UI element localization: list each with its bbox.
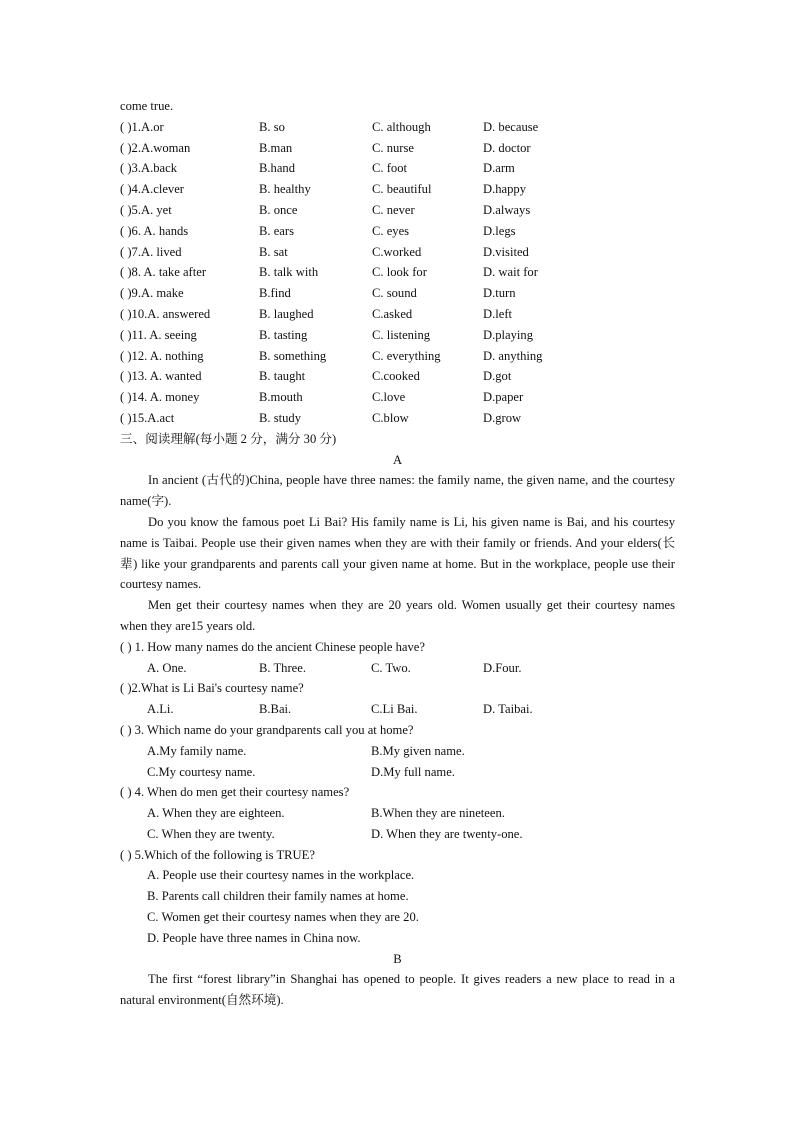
option-b: B. Parents call children their family names at home. [147, 889, 409, 904]
cloze-num: ( )12. A. nothing [120, 348, 204, 363]
question-stem: ( ) 4. When do men get their courtesy names? [120, 785, 350, 800]
question-stem: ( ) 1. How many names do the ancient Chinese people have? [120, 639, 425, 654]
cloze-num: ( )7.A. lived [120, 244, 182, 259]
question-options [120, 658, 675, 679]
passage-b-label: B [393, 951, 402, 966]
option-a: A. One. [147, 660, 187, 675]
cloze-row [120, 138, 675, 159]
question-options-row-2 [120, 762, 675, 783]
cloze-option-d: D.paper [483, 390, 524, 405]
cloze-option-b: B.find [259, 286, 291, 301]
cloze-option-b: B. once [259, 202, 298, 217]
question-options-row-1 [120, 803, 675, 824]
cloze-row [120, 325, 675, 346]
option-c: C. When they are twenty. [147, 826, 275, 841]
cloze-row [120, 200, 675, 221]
cloze-option-b: B. sat [259, 244, 288, 259]
cloze-option-c: C. foot [372, 161, 407, 176]
cloze-option-c: C. beautiful [372, 182, 432, 197]
cloze-option-b: B.hand [259, 161, 296, 176]
cloze-option-c: C.cooked [372, 369, 420, 384]
passage-a-paragraph: Do you know the famous poet Li Bai? His family name is Li, his given name is Bai, and his courtesy name is Taibai. People use their given names when they are with their family or friends. And your elders(长辈) like your grandparents and parents call your given name at home. But in the workplace, people use their courtesy names. [120, 514, 675, 592]
cloze-row [120, 283, 675, 304]
cloze-num: ( )1.A.or [120, 119, 164, 134]
passage-a [120, 450, 675, 949]
cloze-option-b: B. something [259, 348, 327, 363]
cloze-option-c: C.asked [372, 306, 413, 321]
cloze-num: ( )10.A. answered [120, 306, 211, 321]
cloze-option-d: D.always [483, 202, 531, 217]
cloze-option-d: D.arm [483, 161, 515, 176]
cloze-option-b: B. study [259, 410, 301, 425]
cloze-option-c: C.worked [372, 244, 422, 259]
question-4 [120, 782, 675, 844]
option-b: B.When they are nineteen. [371, 806, 505, 821]
cloze-option-b: B. so [259, 119, 285, 134]
cloze-option-b: B. ears [259, 223, 294, 238]
cloze-num: ( )3.A.back [120, 161, 177, 176]
cloze-row [120, 408, 675, 429]
cloze-option-c: C. everything [372, 348, 441, 363]
question-5 [120, 845, 675, 949]
cloze-num: ( )9.A. make [120, 286, 184, 301]
cloze-option-c: C. nurse [372, 140, 414, 155]
cloze-row [120, 117, 675, 138]
cloze-option-d: D.grow [483, 410, 522, 425]
cloze-row [120, 221, 675, 242]
option-c: C.My courtesy name. [147, 764, 256, 779]
cloze-row [120, 366, 675, 387]
cloze-option-c: C. sound [372, 286, 417, 301]
cloze-num: ( )11. A. seeing [120, 327, 197, 342]
question-3 [120, 720, 675, 782]
cloze-row [120, 158, 675, 179]
cloze-row [120, 179, 675, 200]
cloze-num: ( )5.A. yet [120, 202, 172, 217]
cloze-option-d: D. wait for [483, 265, 538, 280]
option-b: B. Three. [259, 660, 306, 675]
option-c: C.Li Bai. [371, 702, 418, 717]
option-b: B.My given name. [371, 743, 465, 758]
option-d: D.Four. [483, 660, 522, 675]
passage-b-paragraph: The first “forest library”in Shanghai has opened to people. It gives readers a new place to read in a natural environment(自然环境). [120, 972, 675, 1008]
cloze-row [120, 387, 675, 408]
option-c: C. Women get their courtesy names when they are 20. [147, 910, 419, 925]
cloze-num: ( )15.A.act [120, 410, 175, 425]
cloze-option-d: D.got [483, 369, 512, 384]
cloze-num: ( )2.A.woman [120, 140, 191, 155]
question-stem: ( ) 3. Which name do your grandparents call you at home? [120, 722, 414, 737]
exam-page [120, 96, 675, 1011]
cloze-option-d: D.playing [483, 327, 534, 342]
cloze-num: ( )8. A. take after [120, 265, 207, 280]
passage-a-paragraph: In ancient (古代的)China, people have three names: the family name, the given name, and the courtesy name(字). [120, 473, 675, 509]
cloze-row [120, 242, 675, 263]
passage-a-paragraph: Men get their courtesy names when they are 20 years old. Women usually get their courtesy names when they are15 years old. [120, 598, 675, 633]
cloze-option-c: C. listening [372, 327, 431, 342]
option-d: D.My full name. [371, 764, 455, 779]
cloze-num: ( )6. A. hands [120, 223, 189, 238]
cloze-option-b: B. tasting [259, 327, 308, 342]
option-d: D. Taibai. [483, 702, 533, 717]
cloze-num: ( )14. A. money [120, 390, 200, 405]
option-a: A.My family name. [147, 743, 247, 758]
cloze-option-d: D.happy [483, 182, 527, 197]
cloze-option-d: D.left [483, 306, 513, 321]
cloze-option-c: C. eyes [372, 223, 410, 238]
cloze-option-d: D.turn [483, 286, 516, 301]
cloze-option-d: D. doctor [483, 140, 531, 155]
question-1 [120, 637, 675, 679]
option-c: C. Two. [371, 660, 411, 675]
question-stem: ( ) 5.Which of the following is TRUE? [120, 847, 315, 862]
cloze-row [120, 262, 675, 283]
option-a: A. People use their courtesy names in the workplace. [147, 868, 415, 883]
cloze-option-b: B. laughed [259, 306, 314, 321]
cloze-section [120, 117, 675, 429]
intro-tail: come true. [120, 99, 174, 113]
cloze-option-b: B. talk with [259, 265, 319, 280]
cloze-option-d: D. anything [483, 348, 543, 363]
cloze-option-b: B. healthy [259, 182, 311, 197]
cloze-option-c: C. although [372, 119, 431, 134]
question-options-row-2 [120, 824, 675, 845]
cloze-option-b: B. taught [259, 369, 306, 384]
cloze-num: ( )4.A.clever [120, 182, 184, 197]
cloze-option-d: D. because [483, 119, 539, 134]
option-b: B.Bai. [259, 702, 292, 717]
cloze-option-b: B.mouth [259, 390, 303, 405]
cloze-row [120, 304, 675, 325]
option-a: A. When they are eighteen. [147, 806, 285, 821]
cloze-option-d: D.legs [483, 223, 516, 238]
option-d: D. People have three names in China now. [147, 930, 361, 945]
question-stem: ( )2.What is Li Bai's courtesy name? [120, 681, 304, 696]
option-d: D. When they are twenty-one. [371, 826, 523, 841]
cloze-option-c: C. never [372, 202, 415, 217]
option-a: A.Li. [147, 702, 174, 717]
question-options-row-1 [120, 741, 675, 762]
cloze-option-d: D.visited [483, 244, 529, 259]
question-options [120, 699, 675, 720]
cloze-option-b: B.man [259, 140, 293, 155]
cloze-num: ( )13. A. wanted [120, 369, 202, 384]
question-2 [120, 678, 675, 720]
cloze-option-c: C.love [372, 390, 406, 405]
section-3-title: 三、阅读理解(每小题 2 分，满分 30 分) [120, 431, 337, 446]
cloze-row [120, 346, 675, 367]
passage-b [120, 949, 675, 1011]
cloze-option-c: C. look for [372, 265, 427, 280]
cloze-option-c: C.blow [372, 410, 409, 425]
passage-a-label: A [392, 452, 403, 467]
